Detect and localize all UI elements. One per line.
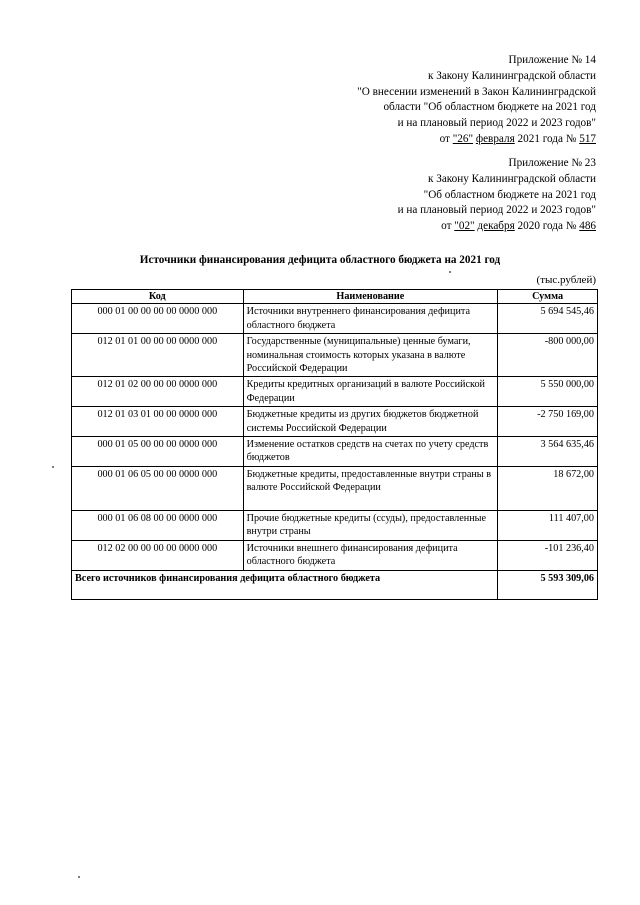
appendix-14-date-day: "26" xyxy=(452,132,474,145)
appendix-14-date-month: февраля xyxy=(475,132,515,145)
appendix-14-line5: и на плановый период 2022 и 2023 годов" xyxy=(397,117,596,130)
table-row xyxy=(72,437,598,467)
appendix-23-date-year: 2020 года № xyxy=(514,220,580,233)
appendix-23-line1: Приложение № 23 xyxy=(508,157,596,169)
row-code: 012 01 02 00 00 00 0000 000 xyxy=(72,377,244,407)
appendix-23-date-prefix: от xyxy=(441,220,455,233)
row-name: Источники внешнего финансирования дефицита областного бюджета xyxy=(243,540,498,570)
total-label: Всего источников финансирования дефицита областного бюджета xyxy=(72,570,498,599)
total-sum: 5 593 309,06 xyxy=(498,570,598,599)
appendix-14-line2: к Закону Калининградской области xyxy=(428,69,596,82)
appendix-14-number: 517 xyxy=(579,132,596,145)
row-sum: 5 550 000,00 xyxy=(498,377,598,407)
row-sum: 18 672,00 xyxy=(498,466,598,510)
table-row xyxy=(72,377,598,407)
scan-speck xyxy=(52,466,54,468)
units-label: (тыс.рублей) xyxy=(536,274,596,286)
table-row xyxy=(72,334,598,377)
row-code: 012 01 03 01 00 00 0000 000 xyxy=(72,407,244,437)
table-row xyxy=(72,510,598,540)
appendix-23-date-day: "02" xyxy=(454,220,475,233)
row-name: Бюджетные кредиты, предоставленные внутри страны в валюте Российской Федерации xyxy=(243,466,498,510)
row-sum: 5 694 545,46 xyxy=(498,304,598,334)
appendix-23-line3: "Об областном бюджете на 2021 год xyxy=(423,188,596,201)
scan-speck xyxy=(449,271,451,273)
row-code: 012 02 00 00 00 00 0000 000 xyxy=(72,540,244,570)
row-name: Кредиты кредитных организаций в валюте Российской Федерации xyxy=(243,377,498,407)
appendix-14-line3: "О внесении изменений в Закон Калининградской xyxy=(357,85,596,98)
row-sum: -101 236,40 xyxy=(498,540,598,570)
row-name: Прочие бюджетные кредиты (ссуды), предоставленные внутри страны xyxy=(243,510,498,540)
appendix-23-line2: к Закону Калининградской области xyxy=(428,172,596,185)
header-code: Код xyxy=(72,290,244,304)
table-total-row xyxy=(72,570,598,599)
appendix-23-date-line xyxy=(398,219,596,235)
row-sum: -800 000,00 xyxy=(498,334,598,377)
row-sum: 3 564 635,46 xyxy=(498,437,598,467)
table-header-row xyxy=(72,290,598,304)
table-row xyxy=(72,466,598,510)
header-name: Наименование xyxy=(243,290,498,304)
row-code: 000 01 05 00 00 00 0000 000 xyxy=(72,437,244,467)
appendix-23-date-month: декабря xyxy=(477,220,515,233)
appendix-14-line1: Приложение № 14 xyxy=(508,54,596,66)
row-name: Государственные (муниципальные) ценные бумаги, номинальная стоимость которых указана в валюте Российской Федерации xyxy=(243,334,498,377)
appendix-23-number: 486 xyxy=(579,220,596,233)
row-code: 000 01 00 00 00 00 0000 000 xyxy=(72,304,244,334)
table-row xyxy=(72,540,598,570)
appendix-14-date-line xyxy=(357,132,596,148)
header-sum: Сумма xyxy=(498,290,598,304)
row-name: Изменение остатков средств на счетах по учету средств бюджетов xyxy=(243,437,498,467)
table-row xyxy=(72,407,598,437)
row-name: Бюджетные кредиты из других бюджетов бюджетной системы Российской Федерации xyxy=(243,407,498,437)
row-sum: 111 407,00 xyxy=(498,510,598,540)
appendix-14-line4: области "Об областном бюджете на 2021 год xyxy=(383,101,596,114)
row-name: Источники внутреннего финансирования дефицита областного бюджета xyxy=(243,304,498,334)
document-title: Источники финансирования дефицита областного бюджета на 2021 год xyxy=(139,254,501,266)
financing-sources-table xyxy=(71,289,598,600)
table-row xyxy=(72,304,598,334)
appendix-14-header xyxy=(357,53,596,148)
row-code: 000 01 06 08 00 00 0000 000 xyxy=(72,510,244,540)
row-code: 012 01 01 00 00 00 0000 000 xyxy=(72,334,244,377)
scan-speck xyxy=(78,876,80,878)
appendix-23-header xyxy=(398,156,596,235)
appendix-14-date-year: 2021 года № xyxy=(514,132,580,145)
row-sum: -2 750 169,00 xyxy=(498,407,598,437)
appendix-23-line4: и на плановый период 2022 и 2023 годов" xyxy=(397,204,596,217)
row-code: 000 01 06 05 00 00 0000 000 xyxy=(72,466,244,510)
appendix-14-date-prefix: от xyxy=(439,132,453,145)
